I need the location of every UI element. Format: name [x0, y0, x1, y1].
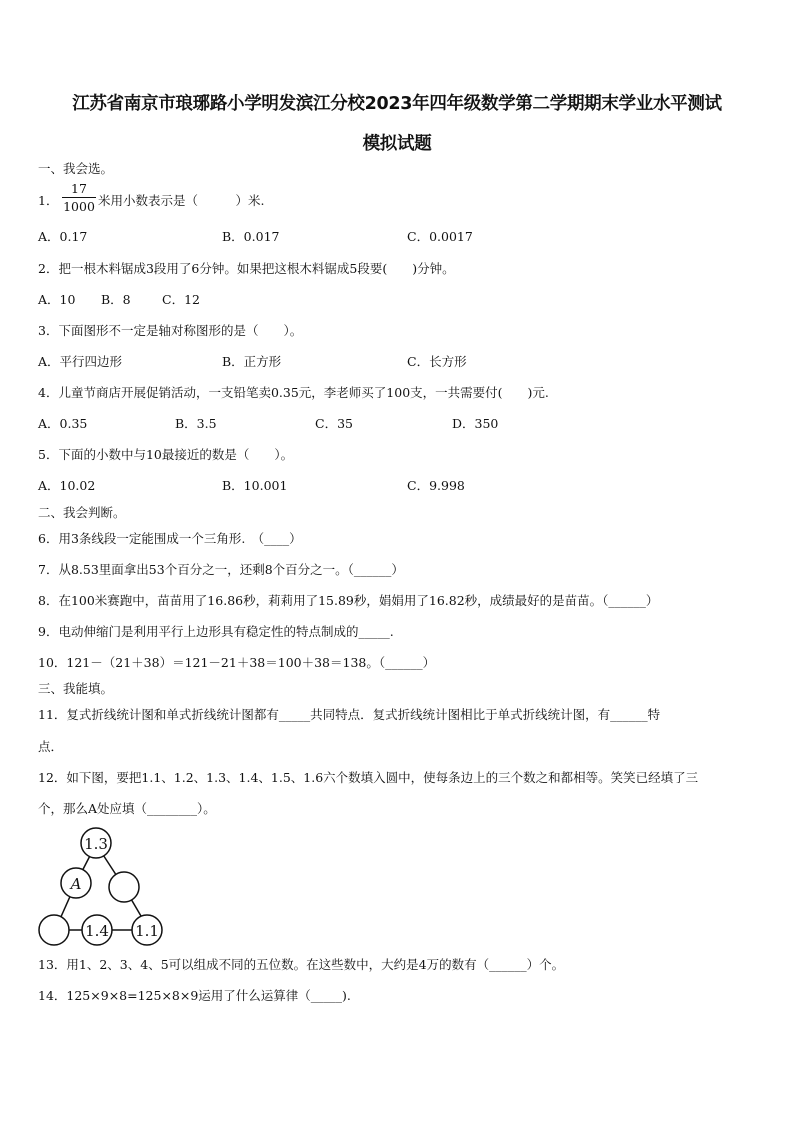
question-14-text: 14．125×9×8=125×8×9运用了什么运算律（_____). — [38, 988, 351, 1003]
question-4-text: 4．儿童节商店开展促销活动，一支铅笔卖0.35元，李老师买了100支，一共需要付( )元. — [38, 385, 549, 400]
question-4-option-b[interactable]: B．3.5 — [175, 416, 217, 431]
question-5-text: 5．下面的小数中与10最接近的数是（ ）。 — [38, 447, 294, 462]
circle-right-middle — [109, 872, 139, 902]
circle-left-middle-label: A — [70, 875, 82, 893]
page-title-line2: 模拟试题 — [362, 134, 432, 154]
section-heading-choice: 一、我会选。 — [38, 161, 114, 176]
question-1-text: 米用小数表示是（ ）米. — [98, 193, 265, 208]
question-6-text: 6．用3条线段一定能围成一个三角形. （____） — [38, 531, 302, 546]
question-9-text: 9．电动伸缩门是利用平行上边形具有稳定性的特点制成的_____. — [38, 624, 394, 639]
question-3-option-a[interactable]: A．平行四边形 — [38, 354, 123, 369]
question-5-option-b[interactable]: B．10.001 — [222, 478, 288, 493]
question-11-text-line2: 点． — [38, 739, 64, 754]
question-3-options — [38, 354, 738, 370]
circle-bottom-right-label: 1.1 — [135, 922, 159, 940]
question-1-option-a[interactable]: A．0.17 — [38, 229, 88, 244]
question-11-text-line1: 11．复式折线统计图和单式折线统计图都有_____共同特点．复式折线统计图相比于单式折线统计图，有______特 — [38, 707, 661, 722]
question-1-options — [38, 229, 738, 245]
fraction-denominator: 1000 — [63, 199, 95, 214]
question-3-option-c[interactable]: C．长方形 — [407, 354, 467, 369]
question-12-text-line2: 个，那么A处应填（________）。 — [38, 801, 216, 816]
fraction-numerator: 17 — [71, 181, 87, 196]
fraction-bar — [62, 197, 96, 198]
question-3-text: 3．下面图形不一定是轴对称图形的是（ ）。 — [38, 323, 303, 338]
section-heading-fill: 三、我能填。 — [38, 681, 114, 696]
question-4-option-a[interactable]: A．0.35 — [38, 416, 88, 431]
question-3-option-b[interactable]: B．正方形 — [222, 354, 282, 369]
question-1-number: 1． — [38, 193, 59, 208]
question-2-option-c[interactable]: C．12 — [162, 292, 200, 307]
question-4-option-c[interactable]: C．35 — [315, 416, 353, 431]
circle-bottom-middle-label: 1.4 — [85, 922, 109, 940]
question-13-text: 13．用1、2、3、4、5可以组成不同的五位数。在这些数中，大约是4万的数有（______）个。 — [38, 957, 565, 972]
question-2-option-b[interactable]: B．8 — [101, 292, 131, 307]
question-4-option-d[interactable]: D．350 — [452, 416, 499, 431]
question-12-text-line1: 12．如下图，要把1.1、1.2、1.3、1.4、1.5、1.6六个数填入圆中，使每条边上的三个数之和都相等。笑笑已经填了三 — [38, 770, 699, 785]
question-7-text: 7．从8.53里面拿出53个百分之一，还剩8个百分之一。（______） — [38, 562, 404, 577]
page-title-line1: 江苏省南京市琅琊路小学明发滨江分校2023年四年级数学第二学期期末学业水平测试 — [72, 94, 722, 114]
question-1-option-c[interactable]: C．0.0017 — [407, 229, 473, 244]
question-10-text: 10．121－（21＋38）＝121－21＋38＝100＋38＝138。（______） — [38, 655, 436, 670]
section-heading-judge: 二、我会判断。 — [38, 505, 126, 520]
circle-top-label: 1.3 — [84, 835, 108, 853]
question-4-options — [38, 416, 738, 432]
circle-bottom-left — [39, 915, 69, 945]
question-5-option-a[interactable]: A．10.02 — [38, 478, 96, 493]
question-2-options — [38, 292, 738, 308]
question-8-text: 8．在100米赛跑中，苗苗用了16.86秒，莉莉用了15.89秒，娟娟用了16.82秒，成绩最好的是苗苗。（______） — [38, 593, 659, 608]
question-5-option-c[interactable]: C．9.998 — [407, 478, 465, 493]
question-2-text: 2．把一根木料锯成3段用了6分钟。如果把这根木料锯成5段要( )分钟。 — [38, 261, 455, 276]
triangle-circle-diagram — [34, 826, 166, 946]
question-2-option-a[interactable]: A．10 — [38, 292, 76, 307]
question-1-fraction — [62, 181, 96, 214]
question-1-option-b[interactable]: B．0.017 — [222, 229, 280, 244]
question-5-options — [38, 478, 738, 494]
